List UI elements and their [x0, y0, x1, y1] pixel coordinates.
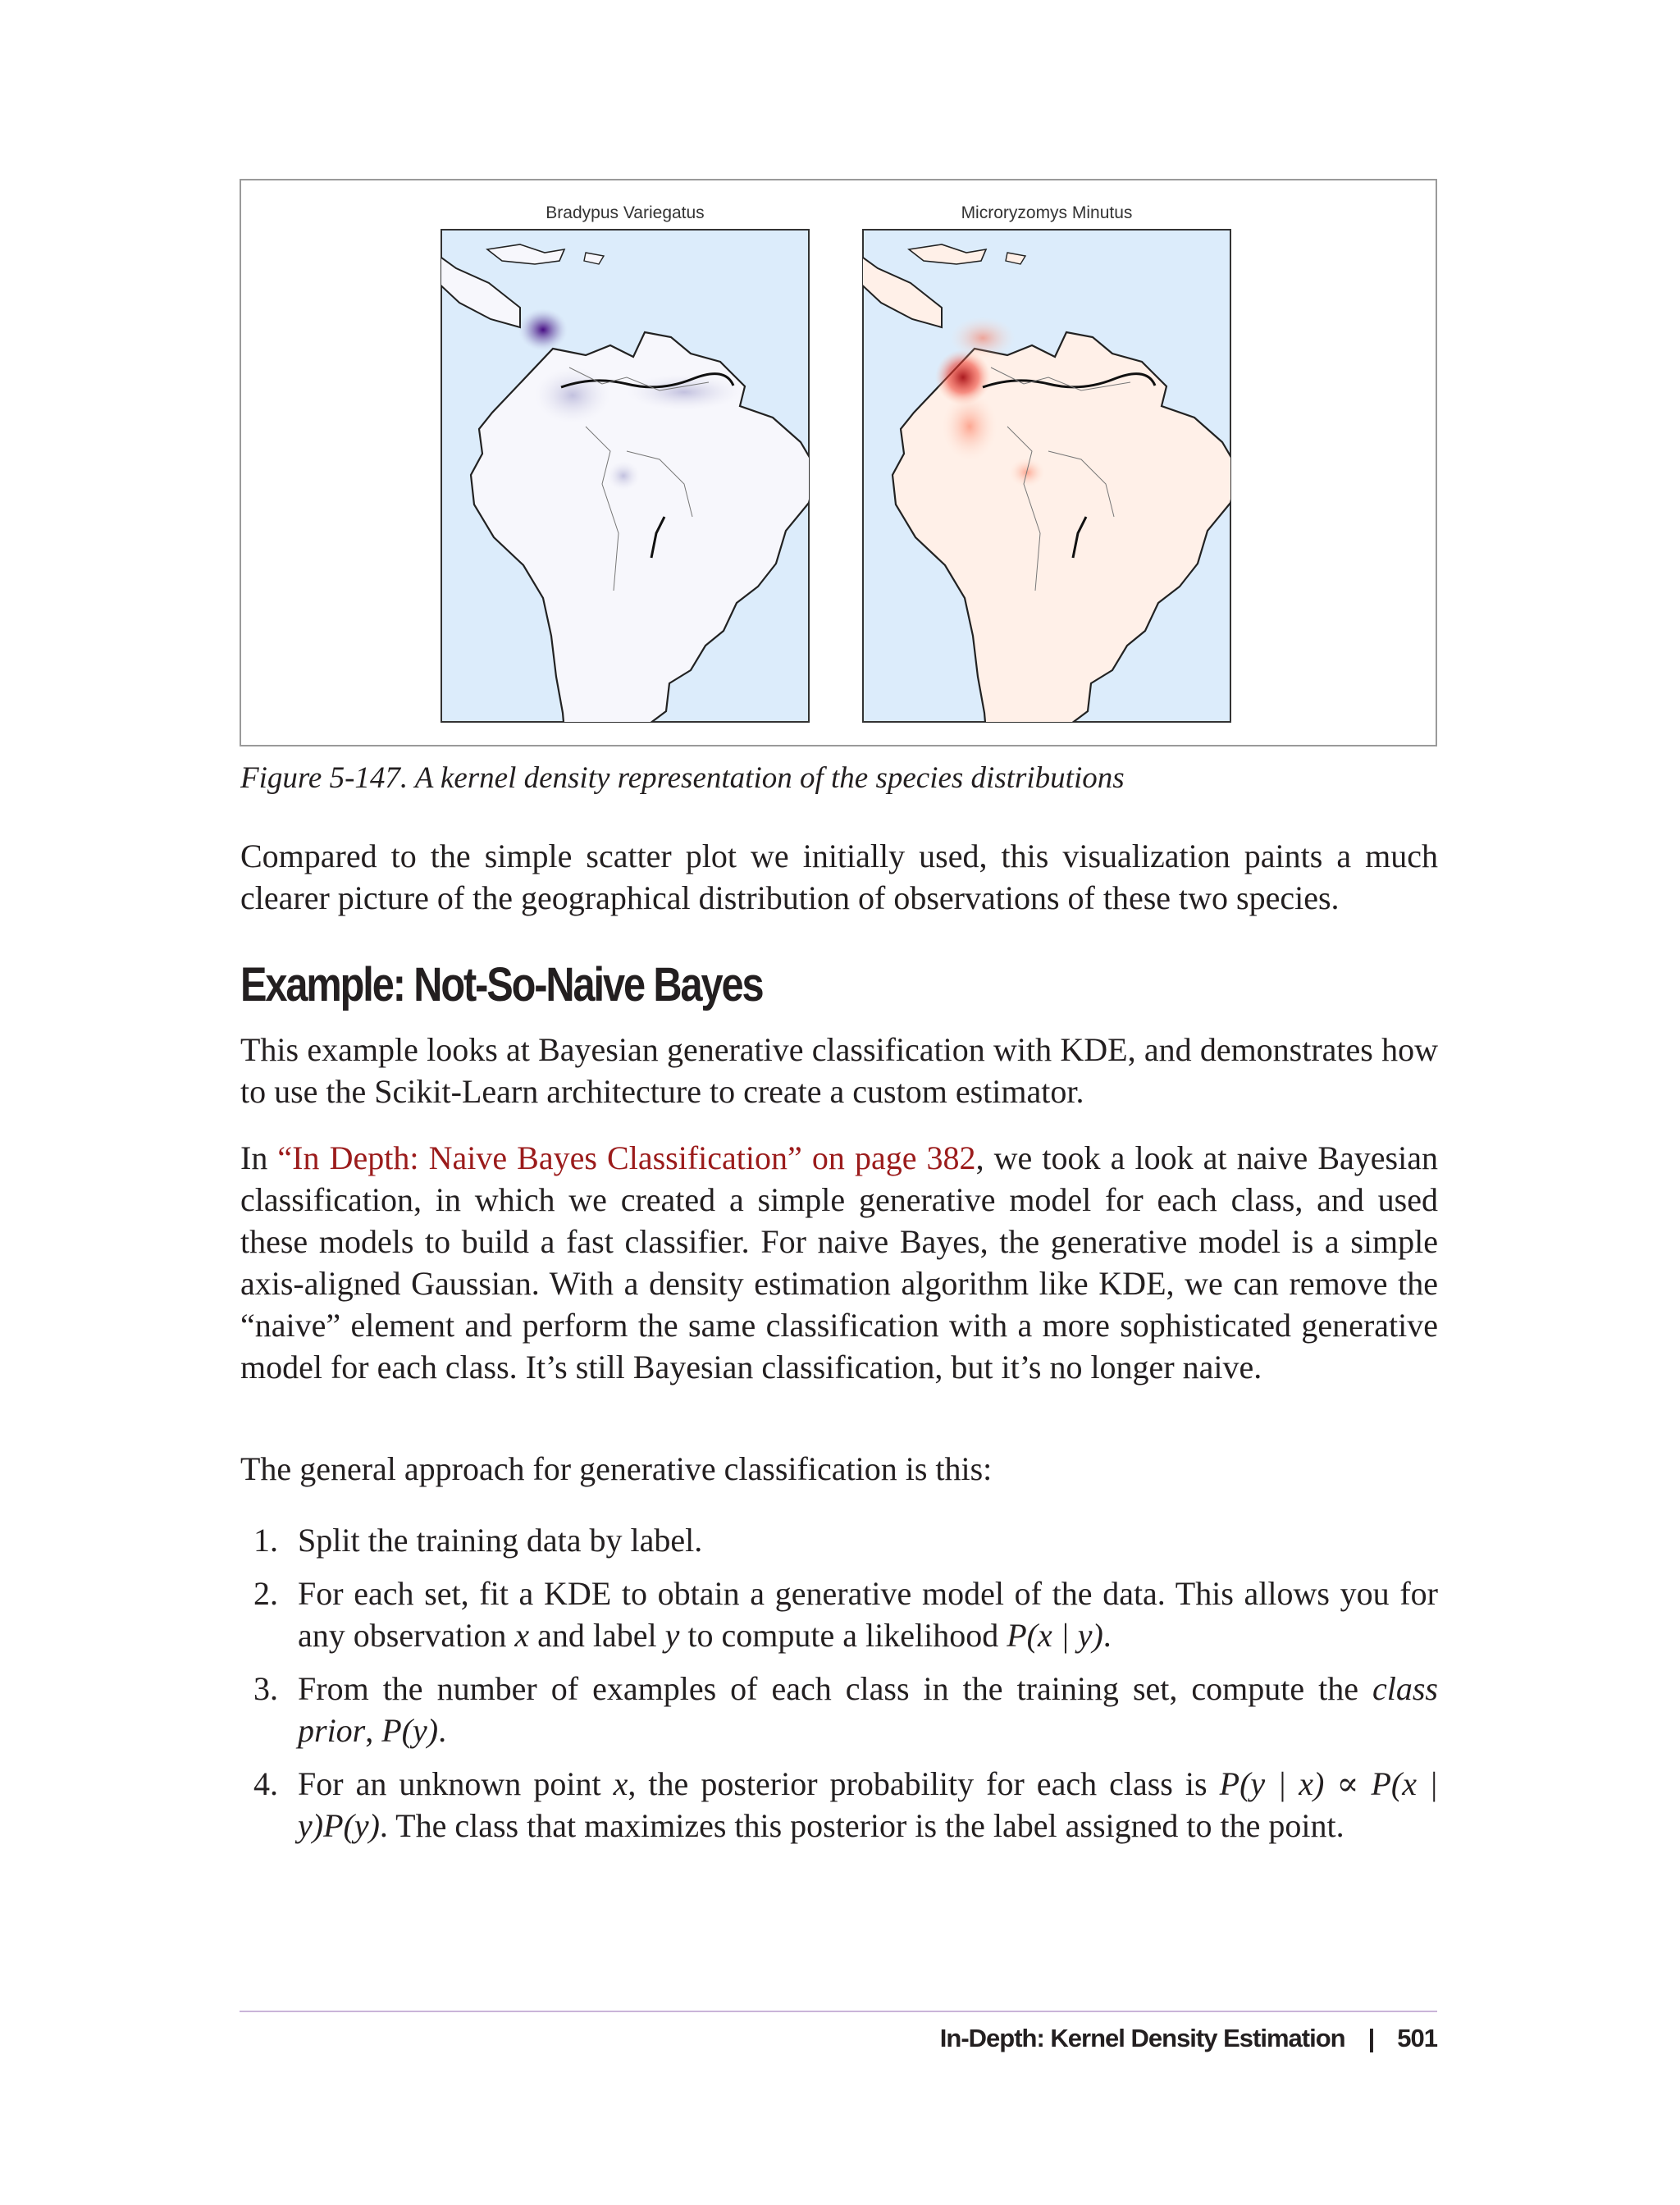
- list-item: [240, 1668, 1438, 1751]
- list-item: [240, 1763, 1438, 1847]
- intro-paragraph: Compared to the simple scatter plot we initially used, this visualization paints a much clearer picture of the geographical distribution of observations of these two species.: [240, 838, 1438, 916]
- figure-caption: Figure 5-147. A kernel density representation of the species distributions: [240, 761, 1125, 795]
- step-number: 2.: [253, 1575, 278, 1612]
- step-number: 3.: [253, 1670, 278, 1707]
- right-map-title: Microryzomys Minutus: [961, 203, 1133, 222]
- footer-rule: [240, 2011, 1437, 2012]
- left-map-title: Bradypus Variegatus: [546, 203, 705, 222]
- section-heading: Example: Not-So-Naive Bayes: [240, 958, 763, 1011]
- paragraph-2: [240, 1137, 1438, 1388]
- step-text: .: [438, 1712, 447, 1749]
- naive-bayes-crossref-link[interactable]: “In Depth: Naive Bayes Classification” on page 382: [277, 1139, 976, 1176]
- step-text: . The class that maximizes this posterior is the label assigned to the point.: [379, 1807, 1344, 1844]
- likelihood-formula: P(x | y): [1007, 1617, 1103, 1654]
- posterior-formula: P(y | x) ∝ P(x | y)P(y): [298, 1765, 1439, 1844]
- step-text: ,: [365, 1712, 382, 1749]
- figure-frame: [240, 179, 1437, 746]
- approach-steps-list: [240, 1519, 1438, 1858]
- right-density-west: [942, 392, 998, 461]
- page-footer: [940, 2022, 1437, 2055]
- step-number: 4.: [253, 1765, 278, 1802]
- paragraph-3: The general approach for generative classification is this:: [240, 1450, 993, 1487]
- paragraph-2-rest: , we took a look at naive Bayesian classification, in which we created a simple generative model for each class, and used these models to build a fast classifier. For naive Bayes, the generative model is a simple axis-aligned Gaussian. With a density estimation algorithm like KDE, we can remove the “naive” element and perform the same classification with a more sophisticated generative model for each class. It’s still Bayesian classification, but it’s no longer naive.: [240, 1139, 1438, 1386]
- step-text: .: [1102, 1617, 1112, 1654]
- paragraph-2-lead: In: [240, 1139, 278, 1176]
- variable-x: x: [514, 1617, 530, 1654]
- prior-formula: P(y): [381, 1712, 439, 1749]
- paragraph-1: This example looks at Bayesian generative classification with KDE, and demonstrates how to use the Scikit-Learn architecture to create a custom estimator.: [240, 1031, 1438, 1110]
- left-density-hotspot: [518, 308, 568, 351]
- step-text: For an unknown point: [298, 1765, 614, 1802]
- list-item: [240, 1519, 1438, 1561]
- list-item: [240, 1573, 1438, 1656]
- step-text: , the posterior probability for each class is: [628, 1765, 1220, 1802]
- variable-y: y: [664, 1617, 680, 1654]
- left-density-amazon: [627, 374, 742, 410]
- left-density-west: [535, 368, 610, 423]
- footer-chapter-title: In-Depth: Kernel Density Estimation: [939, 2024, 1345, 2052]
- right-map: [807, 230, 1239, 745]
- left-map: [386, 230, 817, 745]
- footer-separator: |: [1367, 2024, 1375, 2052]
- step-number: 1.: [253, 1522, 278, 1559]
- right-density-north: [950, 317, 1016, 359]
- kde-figure: [241, 180, 1436, 745]
- class-prior-term: class prior: [298, 1670, 1438, 1749]
- step-text: to compute a likelihood: [679, 1617, 1007, 1654]
- left-density-south: [607, 461, 640, 491]
- variable-x: x: [613, 1765, 628, 1802]
- step-text: From the number of examples of each class in the training set, compute the: [298, 1670, 1372, 1707]
- step-text: and label: [529, 1617, 665, 1654]
- page-number: 501: [1397, 2024, 1437, 2052]
- step-text: For each set, fit a KDE to obtain a generative model of the data. This allows you for any observation: [298, 1575, 1438, 1654]
- step-text: Split the training data by label.: [298, 1522, 703, 1559]
